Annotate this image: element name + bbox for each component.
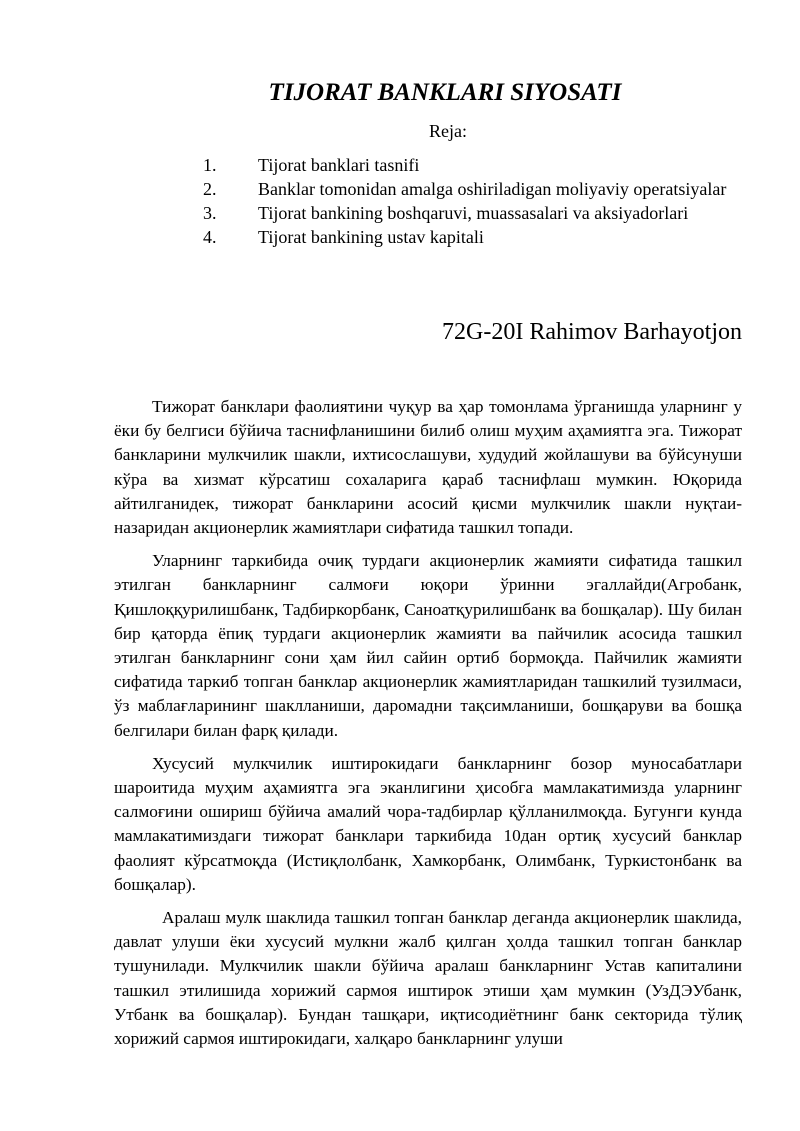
plan-item-number: 3.: [203, 203, 217, 223]
plan-heading: Reja:: [429, 121, 467, 141]
plan-item: [163, 225, 742, 249]
plan-item: [163, 201, 742, 225]
plan-item-number: 1.: [203, 155, 217, 175]
body-paragraph: Аралаш мулк шаклида ташкил топган банклар деганда акционерлик шаклида, давлат улуши ёки хусусий мулкни жалб қилган ҳолда ташкил топган банклар тушунилади. Мулкчилик шакли бўйича аралаш банкларнинг Устав капиталини ташкил этилишида хорижий сармоя иштирок этиши ҳам мумкин (УзДЭУбанк, Утбанк ва бошқалар). Бундан ташқари, иқтисодиётнинг банк секторида тўлиқ хорижий сармоя иштирокидаги, халқаро банкларнинг улуши: [114, 908, 742, 1049]
plan-item-text: Tijorat bankining ustav kapitali: [258, 227, 484, 247]
plan-list: [163, 153, 742, 249]
plan-item: [163, 177, 742, 201]
body-paragraph: Тижорат банклари фаолиятини чуқур ва ҳар томонлама ўрганишда уларнинг у ёки бу белгиси бўйича таснифланишини билиб олиш муҳим аҳамиятга эга. Тижорат банкларини мулкчилик шакли, ихтисослашуви, худудий жойлашуви ва бўйсунуши кўра ва хизмат кўрсатиш сохаларига қараб таснифлаш мумкин. Юқорида айтилганидек, тижорат банкларини асосий қисми мулкчилик шакли нуқтаи-назаридан акционерлик жамиятлари сифатида ташкил топади.: [114, 397, 742, 538]
body-text: [114, 395, 742, 1060]
plan-item-text: Tijorat bankining boshqaruvi, muassasalari va aksiyadorlari: [258, 203, 689, 223]
plan-item-number: 4.: [203, 227, 217, 247]
plan-item-text: Tijorat banklari tasnifi: [258, 155, 420, 175]
author-line: 72G-20I Rahimov Barhayotjon: [442, 319, 742, 345]
plan-item-text: Banklar tomonidan amalga oshiriladigan moliyaviy operatsiyalar: [258, 179, 727, 199]
body-paragraph: Уларнинг таркибида очиқ турдаги акционерлик жамияти сифатида ташкил этилган банкларнинг салмоғи юқори ўринни эгаллайди(Агробанк, Қишлоққурилишбанк, Тадбиркорбанк, Саноатқурилишбанк ва бошқалар). Шу билан бир қаторда ёпиқ турдаги акционерлик жамияти ва пайчилик асосида ташкил этилган банкларнинг сони ҳам йил сайин ортиб бормоқда. Пайчилик жамияти сифатида таркиб топган банклар акционерлик жамиятларидан ташкилий тузилмаси, ўз маблағларининг шаклланиши, даромадни тақсимланиши, бошқаруви ва бошқа белгилари билан фарқ қилади.: [114, 551, 742, 740]
body-paragraph: Хусусий мулкчилик иштирокидаги банкларнинг бозор муносабатлари шароитида муҳим аҳамиятга эга эканлигини ҳисобга мамлакатимизда уларнинг салмоғини ошириш бўйича амалий чора-тадбирлар қўлланилмоқда. Бугунги кунда мамлакатимиздаги тижорат банклари таркибида 10дан ортиқ хусусий банклар фаолият кўрсатмоқда (Истиқлолбанк, Хамкорбанк, Олимбанк, Туркистонбанк ва бошқалар).: [114, 753, 742, 894]
plan-item-number: 2.: [203, 179, 217, 199]
plan-item: [163, 153, 742, 177]
document-title: TIJORAT BANKLARI SIYOSATI: [268, 79, 622, 106]
